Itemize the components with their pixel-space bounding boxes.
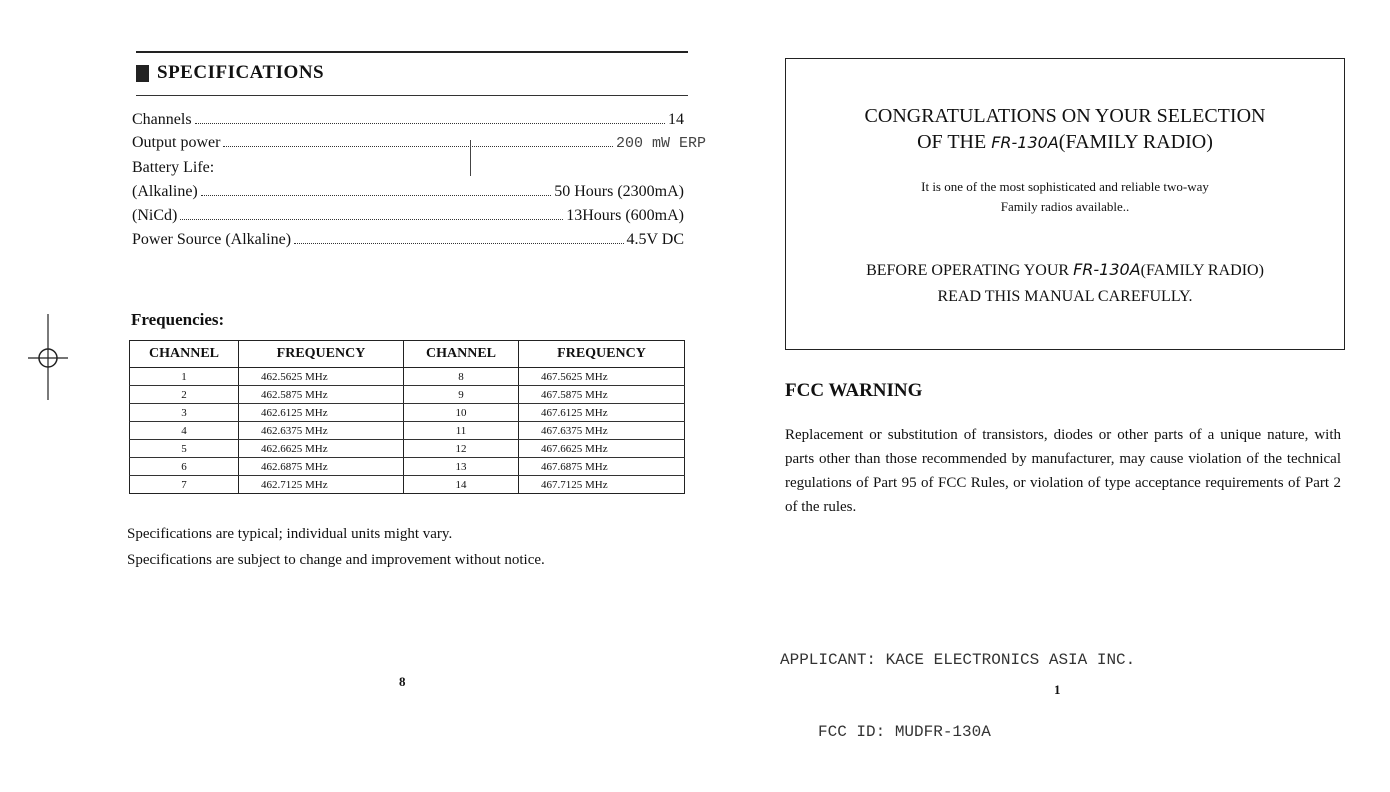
leader-dots: [223, 146, 613, 147]
table-cell: 13: [404, 458, 519, 476]
registration-mark-icon: [28, 314, 68, 404]
fcc-warning-heading: FCC WARNING: [785, 380, 923, 401]
table-cell: 2: [130, 386, 239, 404]
table-row: [130, 440, 685, 458]
table-cell: 467.6625 MHz: [519, 440, 685, 458]
table-cell: 467.5875 MHz: [519, 386, 685, 404]
column-header: FREQUENCY: [519, 341, 685, 368]
table-cell: 12: [404, 440, 519, 458]
before-operating-notice: [786, 257, 1344, 310]
spec-value: 200 mW ERP: [615, 135, 706, 152]
table-row: [130, 386, 685, 404]
table-cell: 462.7125 MHz: [239, 476, 404, 494]
spec-label: Output power: [132, 134, 221, 151]
right-page: [700, 0, 1390, 741]
spec-output-power: [132, 134, 706, 152]
congrats-sub-line-2: Family radios available..: [1000, 199, 1130, 214]
spec-label: (NiCd): [132, 207, 178, 224]
congratulations-box: [785, 58, 1345, 350]
table-cell: 462.6875 MHz: [239, 458, 404, 476]
congrats-sub-line-1: It is one of the most sophisticated and reliable two-way: [921, 179, 1209, 194]
model-name: FR-130A: [991, 133, 1059, 152]
table-cell: 1: [130, 368, 239, 386]
spec-channels: [132, 111, 684, 129]
table-row: [130, 422, 685, 440]
applicant-line: APPLICANT: KACE ELECTRONICS ASIA INC.: [780, 651, 1136, 669]
spec-label: Power Source (Alkaline): [132, 231, 292, 248]
applicant-block: [780, 600, 1135, 792]
congrats-suffix: (FAMILY RADIO): [1058, 131, 1213, 153]
table-cell: 462.5875 MHz: [239, 386, 404, 404]
table-cell: 11: [404, 422, 519, 440]
read-manual-line: READ THIS MANUAL CAREFULLY.: [937, 288, 1193, 305]
column-header: CHANNEL: [130, 341, 239, 368]
page-number-left: 8: [399, 674, 406, 689]
table-cell: 8: [404, 368, 519, 386]
heading-bullet-icon: [136, 65, 149, 82]
specifications-heading: [136, 62, 324, 84]
page-number-right: 1: [1054, 682, 1061, 697]
fcc-warning-body: Replacement or substitution of transistors, diodes or other parts of a unique nature, with parts other than those recommended by manufacturer, may cause violation of the technical regulations of Part 95 of FCC Rules, or violation of type acceptance requirements of Part 2 of the rules.: [785, 427, 1341, 515]
spec-label: Battery Life:: [132, 159, 215, 176]
spec-value: 13Hours (600mA): [566, 207, 684, 224]
spec-label: (Alkaline): [132, 183, 198, 200]
leader-dots: [201, 195, 551, 196]
table-cell: 467.7125 MHz: [519, 476, 685, 494]
column-header: CHANNEL: [404, 341, 519, 368]
spec-value: 50 Hours (2300mA): [554, 183, 684, 200]
table-row: [130, 476, 685, 494]
table-cell: 10: [404, 404, 519, 422]
leader-dots: [180, 219, 563, 220]
table-cell: 14: [404, 476, 519, 494]
table-cell: 467.6875 MHz: [519, 458, 685, 476]
congrats-prefix: OF THE: [917, 131, 992, 153]
before-operating-line: [786, 257, 1344, 284]
specifications-title: SPECIFICATIONS: [157, 62, 325, 83]
before-prefix: BEFORE OPERATING YOUR: [866, 262, 1074, 279]
frequency-table: [129, 340, 685, 494]
leader-dots: [195, 123, 665, 124]
table-header-row: [130, 341, 685, 368]
spec-nicd: [132, 207, 684, 225]
table-cell: 7: [130, 476, 239, 494]
congrats-line-1: CONGRATULATIONS ON YOUR SELECTION: [864, 105, 1266, 127]
top-rule: [136, 51, 688, 53]
spec-battery-life: [132, 159, 684, 177]
table-cell: 9: [404, 386, 519, 404]
table-row: [130, 368, 685, 386]
spec-label: Channels: [132, 111, 192, 128]
table-cell: 462.5625 MHz: [239, 368, 404, 386]
model-name: FR-130A: [1073, 260, 1141, 279]
table-cell: 467.6125 MHz: [519, 404, 685, 422]
congrats-subtitle: [786, 177, 1344, 217]
congrats-line-2: [786, 129, 1344, 156]
table-row: [130, 404, 685, 422]
table-cell: 3: [130, 404, 239, 422]
table-cell: 6: [130, 458, 239, 476]
fcc-id-line: FCC ID: MUDFR-130A: [818, 723, 991, 741]
heading-rule: [136, 95, 688, 96]
spec-alkaline: [132, 183, 684, 201]
spec-power-source: [132, 231, 684, 249]
table-cell: 467.6375 MHz: [519, 422, 685, 440]
frequencies-label: Frequencies:: [131, 310, 225, 329]
table-cell: 462.6125 MHz: [239, 404, 404, 422]
before-suffix: (FAMILY RADIO): [1140, 262, 1264, 279]
leader-dots: [294, 243, 623, 244]
table-cell: 462.6375 MHz: [239, 422, 404, 440]
spec-value: 14: [668, 111, 684, 128]
table-cell: 5: [130, 440, 239, 458]
column-header: FREQUENCY: [239, 341, 404, 368]
congratulations-title: [786, 103, 1344, 156]
table-cell: 4: [130, 422, 239, 440]
spec-note-change: Specifications are subject to change and improvement without notice.: [127, 552, 545, 568]
table-cell: 462.6625 MHz: [239, 440, 404, 458]
table-row: [130, 458, 685, 476]
spec-value: 4.5V DC: [626, 231, 684, 248]
table-cell: 467.5625 MHz: [519, 368, 685, 386]
spec-note-typical: Specifications are typical; individual units might vary.: [127, 526, 453, 542]
left-page: [0, 0, 706, 710]
